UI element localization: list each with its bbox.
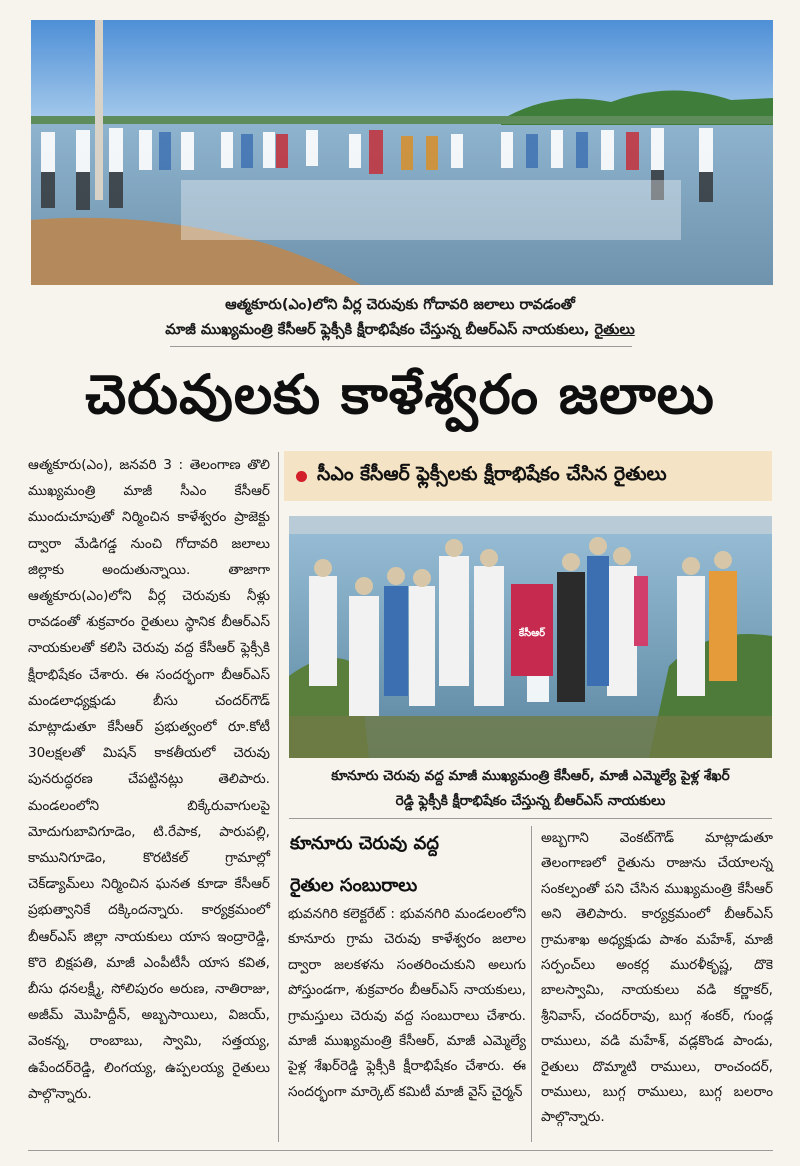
column-divider-2: [531, 826, 532, 1142]
flex-banner-text: కేసీఆర్: [518, 628, 546, 639]
mid-photo-caption: [289, 764, 772, 814]
left-article-column: [28, 452, 270, 1142]
sub-headline-box: [284, 451, 772, 501]
mid-caption-divider: [289, 818, 772, 819]
left-article-text: ఆత్మకూరు(ఎం), జనవరి 3 : తెలంగాణ తొలి ముఖ్యమంత్రి మాజీ సీఎం కేసీఆర్ ముందుచూపుతో నిర్మించిన కాళేశ్వరం ప్రాజెక్టు ద్వారా మేడిగడ్డ నుంచి గోదావరి జలాలు జిల్లాకు అందుతున్నాయి. తాజాగా ఆత్మకూరు(ఎం)లోని వీర్ల చెరువుకు నీళ్లు రావడంతో శుక్రవారం రైతులు స్థానిక బీఆర్ఎస్ నాయకులతో కలిసి చెరువు వద్ద కేసీఆర్ ఫ్లెక్సీకి క్షీరాభిషేకం చేశారు. ఈ సందర్భంగా బీఆర్ఎస్ మండలాధ్యక్షుడు బీసు చందర్‌గౌడ్ మాట్లాడుతూ కేసీఆర్ ప్రభుత్వంలో రూ.కోటీ 30లక్షలతో మిషన్ కాకతీయలో చెరువు పునరుద్ధరణ చేపట్టినట్లు తెలిపారు. మండలంలోని బిక్కేరువాగులపై మోదుగుబావిగూడెం, టి.రేపాక, పారుపల్లి, కామునిగూడెం, కొరటికల్ గ్రామాల్లో చెక్‌డ్యామ్‌లు నిర్మించిన ఘనత కూడా కేసీఆర్ ప్రభుత్వానికే దక్కిందన్నారు. కార్యక్రమంలో బీఆర్ఎస్ జిల్లా నాయకులు యాస ఇంద్రారెడ్డి, కొరె బిక్షపతి, మాజీ ఎంపీటీసీ యాస కవిత, బీసు ధనలక్ష్మీ, సోలిపురం అరుణ, నాతిరాజు, అజీమ్ మొహిద్దీన్, అబ్బసాయిలు, విజయ్, వెంకన్న, రాంబాబు, స్వామి, సత్తయ్య, ఉపేందర్‌రెడ్డి, లింగయ్య, ఉప్పలయ్య రైతులు పాల్గొన్నారు.: [28, 457, 270, 1102]
second-heading-line2: రైతుల సంబురాలు: [290, 875, 418, 896]
second-article-heading: [290, 830, 525, 900]
second-article-column-1: [288, 902, 526, 1142]
top-photo-caption: [40, 293, 760, 343]
mid-caption-line2: రెడ్డి ఫ్లెక్సీకి క్షీరాభిషేకం చేస్తున్న బీఆర్ఎస్ నాయకులు: [395, 793, 666, 809]
second-heading-line1: కూనూరు చెరువు వద్ద: [290, 833, 440, 854]
mid-caption-line1: కూనూరు చెరువు వద్ద మాజీ ముఖ్యమంత్రి కేసీఆర్, మాజీ ఎమ్మెల్యే పైళ్ల శేఖర్: [331, 768, 730, 784]
mid-photo: [289, 516, 772, 758]
caption-divider: [170, 346, 632, 347]
top-caption-line2: [40, 318, 760, 343]
top-photo: [31, 20, 773, 285]
main-headline: చెరువులకు కాళేశ్వరం జలాలు: [85, 363, 715, 426]
mid-photo-illustration: [289, 516, 772, 758]
column-divider: [278, 452, 279, 1142]
top-caption-line2-underlined: రైతులు: [594, 322, 635, 338]
top-caption-line1: ఆత్మకూరు(ఎం)లోని వీర్ల చెరువుకు గోదావరి జలాలు రావడంతో: [225, 297, 575, 313]
second-article-col2-text: అబ్బగాని వెంకట్‌గౌడ్ మాట్లాడుతూ తెలంగాణలో రైతును రాజును చేయాలన్న సంకల్పంతో పని చేసిన ముఖ్యమంత్రి కేసీఆర్ అని తెలిపారు. కార్యక్రమంలో బీఆర్ఎస్ గ్రామశాఖ అధ్యక్షుడు పాశం మహేశ్, మాజీ సర్పంచ్‌లు అంకర్ల మురళీకృష్ణ, దొకె బాలస్వామి, నాయకులు వడి కర్ణాకర్, శ్రీనివాస్, చందర్‌రావు, బుగ్గ శంకర్, గుండ్ల రాములు, వడి మహేశ్, వడ్లకొండ పాండు, రైతులు దొమ్మాటి రాములు, రాంచందర్, రాములు, బుగ్గ రాములు, బుగ్గ బలరాం పాల్గొన్నారు.: [541, 830, 773, 1126]
sub-headline-text: సీఎం కేసీఆర్ ఫ్లెక్సీలకు క్షీరాభిషేకం చేసిన రైతులు: [317, 462, 667, 485]
bullet-dot-icon: [296, 471, 307, 482]
second-article-col1-text: భువనగిరి కలెక్టరేట్ : భువనగిరి మండలంలోని కూనూరు గ్రామ చెరువు కాళేశ్వరం జలాల ద్వారా జలకళను సంతరించుకుని అలుగు పోస్తుండగా, శుక్రవారం బీఆర్ఎస్ నాయకులు, గ్రామస్తులు చెరువు వద్ద సంబురాలు చేశారు. మాజీ ముఖ్యమంత్రి కేసీఆర్, మాజీ ఎమ్మెల్యే పైళ్ల శేఖర్‌రెడ్డి ఫ్లెక్సీకి క్షీరాభిషేకం చేశారు. ఈ సందర్భంగా మార్కెట్ కమిటీ మాజీ వైస్ చైర్మన్: [288, 906, 526, 1100]
top-photo-illustration: [31, 20, 773, 285]
bottom-divider: [28, 1150, 773, 1151]
second-article-column-2: [541, 826, 773, 1142]
top-caption-line2-main: మాజీ ముఖ్యమంత్రి కేసీఆర్ ఫ్లెక్సీకి క్షీరాభిషేకం చేస్తున్న బీఆర్ఎస్ నాయకులు,: [165, 322, 595, 338]
